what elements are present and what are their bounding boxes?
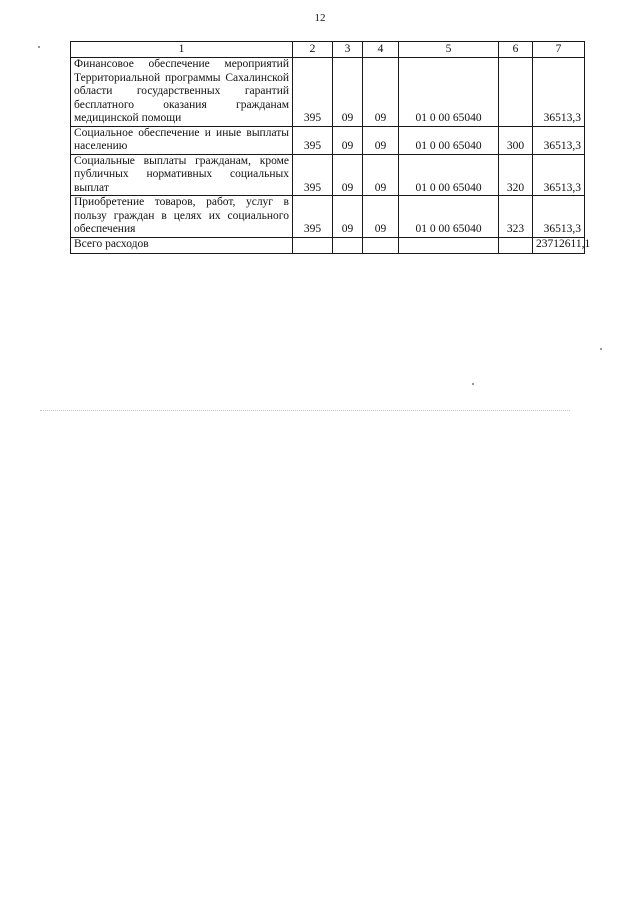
row-name: Социальные выплаты гражданам, кроме публичных нормативных социальных выплат bbox=[71, 154, 293, 196]
row-name: Финансовое обеспечение мероприятий Территориальной программы Сахалинской области государственных гарантий бесплатного оказания гражданам медицинской помощи bbox=[71, 58, 293, 127]
row-name: Социальное обеспечение и иные выплаты населению bbox=[71, 126, 293, 154]
row-expense-type: 320 bbox=[499, 154, 533, 196]
empty-cell bbox=[293, 237, 333, 253]
total-label: Всего расходов bbox=[71, 237, 293, 253]
expenses-table bbox=[70, 41, 591, 254]
row-target-article: 01 0 00 65040 bbox=[399, 58, 499, 127]
scan-artifact-dot bbox=[38, 46, 40, 48]
row-code-section: 09 bbox=[333, 196, 363, 238]
row-code-section: 09 bbox=[333, 126, 363, 154]
column-header-6: 6 bbox=[499, 42, 533, 58]
empty-cell bbox=[363, 237, 399, 253]
table-row bbox=[71, 126, 585, 154]
row-amount: 36513,3 bbox=[533, 196, 585, 238]
row-target-article: 01 0 00 65040 bbox=[399, 126, 499, 154]
row-code-subsection: 09 bbox=[363, 154, 399, 196]
row-code-department: 395 bbox=[293, 126, 333, 154]
empty-cell bbox=[499, 237, 533, 253]
row-expense-type: 323 bbox=[499, 196, 533, 238]
row-code-subsection: 09 bbox=[363, 58, 399, 127]
row-expense-type: 300 bbox=[499, 126, 533, 154]
row-amount: 36513,3 bbox=[533, 58, 585, 127]
column-header-4: 4 bbox=[363, 42, 399, 58]
page-number: 12 bbox=[314, 12, 326, 24]
column-header-7: 7 bbox=[533, 42, 585, 58]
header-row bbox=[71, 42, 585, 58]
row-target-article: 01 0 00 65040 bbox=[399, 196, 499, 238]
table-row bbox=[71, 154, 585, 196]
table-row bbox=[71, 196, 585, 238]
scan-artifact-dot bbox=[472, 383, 474, 385]
row-name: Приобретение товаров, работ, услуг в пользу граждан в целях их социального обеспечения bbox=[71, 196, 293, 238]
total-row bbox=[71, 237, 585, 253]
empty-cell bbox=[399, 237, 499, 253]
row-code-subsection: 09 bbox=[363, 126, 399, 154]
row-target-article: 01 0 00 65040 bbox=[399, 154, 499, 196]
row-code-subsection: 09 bbox=[363, 196, 399, 238]
row-code-section: 09 bbox=[333, 58, 363, 127]
column-header-3: 3 bbox=[333, 42, 363, 58]
scan-artifact-line bbox=[40, 410, 570, 412]
table-row bbox=[71, 58, 585, 127]
total-amount: 23712611,1 bbox=[533, 237, 585, 253]
row-code-section: 09 bbox=[333, 154, 363, 196]
scan-artifact-dot bbox=[600, 348, 602, 350]
row-amount: 36513,3 bbox=[533, 126, 585, 154]
empty-cell bbox=[333, 237, 363, 253]
row-code-department: 395 bbox=[293, 154, 333, 196]
row-amount: 36513,3 bbox=[533, 154, 585, 196]
row-expense-type bbox=[499, 58, 533, 127]
column-header-2: 2 bbox=[293, 42, 333, 58]
column-header-1: 1 bbox=[71, 42, 293, 58]
column-header-5: 5 bbox=[399, 42, 499, 58]
row-code-department: 395 bbox=[293, 58, 333, 127]
row-code-department: 395 bbox=[293, 196, 333, 238]
